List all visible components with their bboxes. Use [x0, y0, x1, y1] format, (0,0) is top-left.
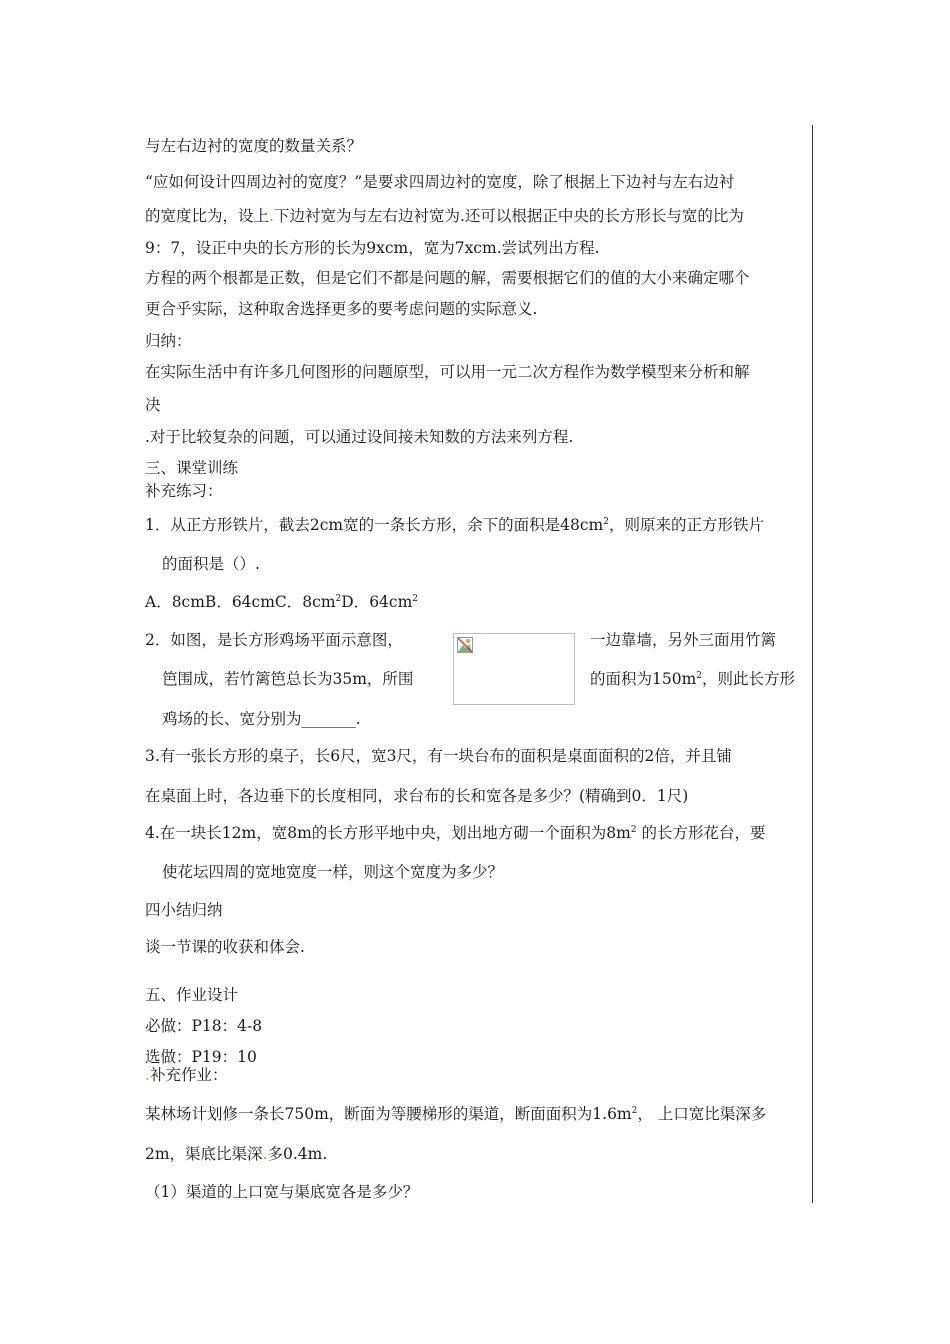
text-line: 笆围成，若竹篱笆总长为35m，所围 [162, 670, 414, 688]
text-line: 使花坛四周的宽地宽度一样，则这个宽度为多少？ [162, 863, 504, 881]
text-line: 必做：P18：4-8 [145, 1017, 263, 1035]
text-line: 在桌面上时，各边垂下的长度相同，求台布的长和宽各是多少？(精确到0．1尺) [145, 787, 689, 805]
broken-image-icon [457, 637, 473, 653]
margin-rule [812, 125, 813, 1203]
text-line: 在实际生活中有许多几何图形的问题原型，可以用一元二次方程作为数学模型来分析和解 [145, 363, 750, 381]
question-1: 1．从正方形铁片，截去2cm宽的一条长方形，余下的面积是$48cm^2$，则原来的正方形铁片 [145, 516, 764, 534]
text-line: （1）渠道的上口宽与渠底宽各是多少？ [145, 1183, 419, 1201]
text-line: 的宽度比为，设上.下边衬宽为与左右边衬宽为.还可以根据正中央的长方形长与宽的比为 [145, 207, 744, 225]
text-line: 的面积为$150m^2$，则此长方形 [590, 670, 796, 688]
answer-options: A．8cmB．64cmC．$8cm^2D$．$64cm^2$ [145, 593, 419, 611]
edit-marker: . [145, 1066, 150, 1084]
chicken-farm-figure [453, 633, 575, 705]
text-line: “应如何设计四周边衬的宽度？”是要求四周边衬的宽度，除了根据上下边衬与左右边衬 [145, 173, 735, 191]
section-heading: 四小结归纳 [145, 901, 223, 919]
text-line: 谈一节课的收获和体会. [145, 938, 305, 956]
text-line: 鸡场的长、宽分别为_______. [162, 710, 361, 728]
text-line: 更合乎实际，这种取舍选择更多的要考虑问题的实际意义. [145, 300, 538, 318]
edit-marker: . [262, 1145, 268, 1163]
text-line: 2m，渠底比渠深.多0.4m. [145, 1145, 328, 1163]
text-line: 决 [145, 396, 161, 414]
text-line: 9：7，设正中央的长方形的长为9xcm，宽为7xcm.尝试列出方程. [145, 239, 600, 257]
homework-problem: 某林场计划修一条长750m，断面为等腰梯形的渠道，断面面积为$1.6m^2$， 上口宽比渠深多 [145, 1105, 767, 1123]
text-line: 的面积是（）. [162, 555, 260, 573]
heading: 归纳： [145, 332, 192, 350]
section-heading: 三、课堂训练 [145, 459, 239, 477]
subheading: 补充练习： [145, 482, 223, 500]
text-line: .对于比较复杂的问题，可以通过设间接未知数的方法来列方程. [145, 428, 574, 446]
text-line: 一边靠墙，另外三面用竹篱 [590, 631, 777, 649]
section-heading: 五、作业设计 [145, 986, 239, 1004]
question-4: 4.在一块长12m，宽8m的长方形平地中央，划出地方砌一个面积为$8m^2$ 的长方形花台，要 [145, 824, 766, 842]
question-3: 3.有一张长方形的桌子，长6尺，宽3尺，有一块台布的面积是桌面面积的2倍，并且铺 [145, 747, 732, 765]
text-line: 与左右边衬的宽度的数量关系？ [145, 137, 363, 155]
question-2: 2．如图，是长方形鸡场平面示意图， [145, 631, 403, 649]
text-line: 方程的两个根都是正数，但是它们不都是问题的解，需要根据它们的值的大小来确定哪个 [145, 269, 750, 287]
edit-marker: . [269, 207, 274, 225]
subheading: .补充作业： [145, 1066, 228, 1084]
text-line: 选做：P19：10 [145, 1048, 257, 1066]
